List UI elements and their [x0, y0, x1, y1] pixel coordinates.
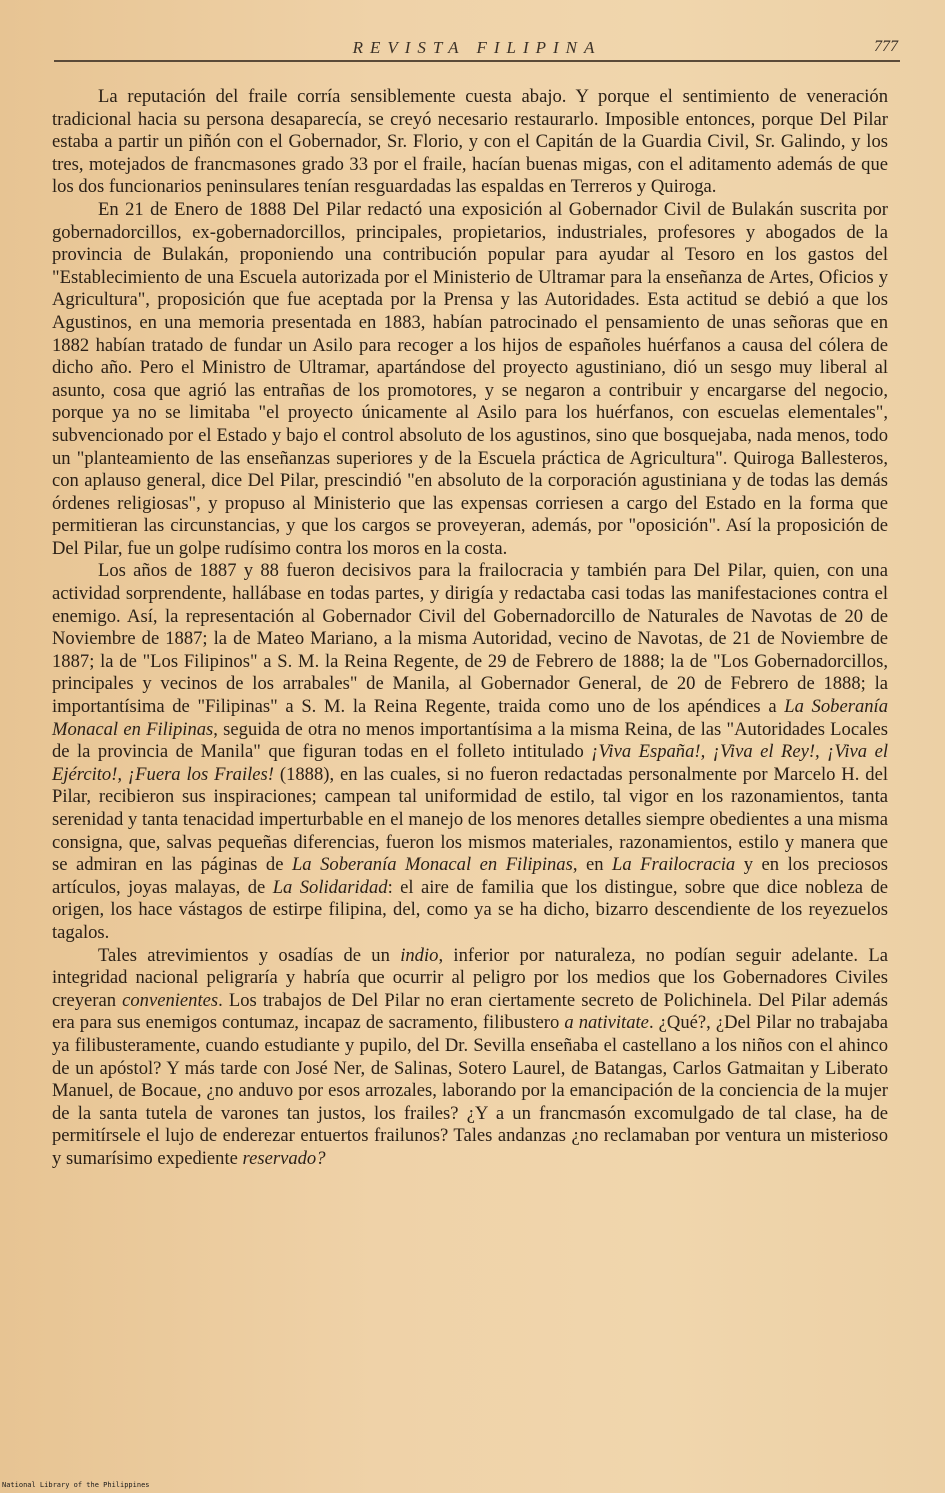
- paragraph-1: [52, 86, 888, 199]
- italic-run: indio: [400, 944, 439, 966]
- article-body: [52, 86, 888, 1171]
- paragraph-4: [52, 945, 888, 1171]
- text-run: (1888), en las cuales, si no fueron redactadas personalmente por Marcelo H. del Pilar, recibieron sus inspiraciones; campean tal uniformidad de estilo, tal vigor en los razonamientos, tanta serenidad y tanta tenacidad imperturbable en el manejo de los menores detalles siempre obedientes a una misma consigna, que, salvas pequeñas diferencias, fueron los mismos materiales, razonamientos, estilo y manera que se admiran en las páginas de: [52, 763, 888, 876]
- italic-run: ¡Viva España!, ¡Viva el Rey!, ¡Viva el Ejército!, ¡Fuera los Frailes!: [52, 741, 888, 785]
- text-run: , en: [572, 854, 613, 876]
- paragraph-2: [52, 199, 888, 561]
- italic-run: La Soberanía Monacal en Filipinas: [52, 696, 888, 740]
- text-run: . Los trabajos de Del Pilar no eran ciertamente secreto de Polichinela. Del Pilar además era para sus enemigos contumaz, incapaz de sacramento, filibustero: [52, 989, 888, 1034]
- italic-run: La Solidaridad: [272, 876, 388, 898]
- italic-run: La Frailocracia: [612, 854, 736, 876]
- italic-run: reservado?: [242, 1147, 326, 1169]
- text-run: : el aire de familia que los distingue, sobre que dice nobleza de origen, los hace vástagos de estirpe filipina, del, como ya se ha dicho, bizarro descendiente de los reyezuelos tagalos.: [52, 876, 889, 943]
- text-run: , seguida de otra no menos importantísima a la misma Reina, de las "Autoridades Locales de la provincia de Manila" que figuran todas en el folleto intitulado: [52, 718, 888, 763]
- italic-run: convenientes: [122, 989, 219, 1011]
- italic-run: a nativitate: [564, 1012, 649, 1034]
- text-run: Tales atrevimientos y osadías de un: [98, 944, 401, 966]
- text-run: . ¿Qué?, ¿Del Pilar no trabajaba ya filibusteramente, cuando estudiante y pupilo, del Dr. Sevilla enseñaba el castellano a los niños con el ahinco de un apóstol? Y más tarde con José Ner, de Salinas, Sotero Laurel, de Batangas, Carlos Gatmaitan y Liberato Manuel, de Bocaue, ¿no anduvo por esos arrozales, laborando por la emancipación de la conciencia de la mujer de la santa tutela de varones tan justos, los frailes? ¿Y a un francmasón excomulgado de tal clase, ha de permitírsele el lujo de enderezar entuertos frailunos? Tales andanzas ¿no reclamaban por ventura un misterioso y sumarísimo expediente: [52, 1012, 889, 1169]
- paragraph-3: [52, 560, 888, 944]
- library-credit: National Library of the Philippines: [2, 1481, 150, 1489]
- running-header: [54, 38, 900, 62]
- text-run: La reputación del fraile corría sensiblemente cuesta abajo. Y porque el sentimiento de veneración tradicional hacia su persona desaparecía, se creyó necesario restaurarlo. Imposible entonces, porque Del Pilar estaba a partir un piñón con el Gobernador, Sr. Florio, y con el Capitán de la Guardia Civil, Sr. Galindo, y los tres, motejados de francmasones grado 33 por el fraile, hacían buenas migas, con el aditamento además de que los dos funcionarios peninsulares tenían resguardadas las espaldas en Terreros y Quiroga.: [52, 86, 888, 198]
- text-run: , inferior por naturaleza, no podían seguir adelante. La integridad nacional peligraría y habría que ocurrir al peligro por los medios que los Gobernadores Civiles creyeran: [52, 944, 888, 1011]
- page-number: 777: [874, 38, 898, 55]
- running-title: REVISTA FILIPINA: [352, 38, 602, 57]
- italic-run: La Soberanía Monacal en Filipinas: [291, 854, 573, 876]
- text-run: En 21 de Enero de 1888 Del Pilar redactó una exposición al Gobernador Civil de Bulakán suscrita por gobernadorcillos, ex-gobernadorcillos, principales, propietarios, industriales, profesores y abogados de la provincia de Bulakán, proponiendo una contribución popular para ayudar al Tesoro en los gastos del "Establecimiento de una Escuela autorizada por el Ministerio de Ultramar para la enseñanza de Artes, Oficios y Agricultura", proposición que fue aceptada por la Prensa y las Autoridades. Esta actitud se debió a que los Agustinos, en una memoria presentada en 1883, habían patrocinado el pensamiento de unas señoras que en 1882 habían tratado de fundar un Asilo para recoger a los hijos de españoles huérfanos a causa del cólera de dicho año. Pero el Ministro de Ultramar, apartándose del proyecto agustiniano, dió un sesgo muy liberal al asunto, cosa que agrió las entrañas de los promotores, y se negaron a contribuir y encargarse del negocio, porque ya no se limitaba "el proyecto únicamente al Asilo para los huérfanos, con escuelas elementales", subvencionado por el Estado y bajo el control absoluto de los agustinos, sino que bosquejaba, nada menos, todo un "planteamiento de las enseñanzas superiores y de la Escuela práctica de Agricultura". Quiroga Ballesteros, con aplauso general, dice Del Pilar, prescindió "en absoluto de la corporación agustiniana y de todas las demás órdenes religiosas", y propuso al Ministerio que las expensas corriesen a cargo del Estado en la forma que permitieran las circunstancias, y que los cargos se proveyeran, además, por "oposición". Así la proposición de Del Pilar, fue un golpe rudísimo contra los moros en la costa.: [52, 198, 888, 559]
- text-run: y en los preciosos artículos, joyas malayas, de: [52, 854, 888, 898]
- text-run: Los años de 1887 y 88 fueron decisivos para la frailocracia y también para Del Pilar, quien, con una actividad sorprendente, hallábase en todas partes, y dirigía y redactaba casi todas las manifestaciones contra el enemigo. Así, la representación al Gobernador Civil del Gobernadorcillo de Naturales de Navotas de 20 de Noviembre de 1887; la de Mateo Mariano, a la misma Autoridad, vecino de Navotas, de 21 de Noviembre de 1887; la de "Los Filipinos" a S. M. la Reina Regente, de 29 de Febrero de 1888; la de "Los Gobernadorcillos, principales y vecinos de los arrabales" de Manila, al Gobernador General, de 20 de Febrero de 1888; la importantísima de "Filipinas" a S. M. la Reina Regente, traida como uno de los apéndices a: [52, 560, 888, 718]
